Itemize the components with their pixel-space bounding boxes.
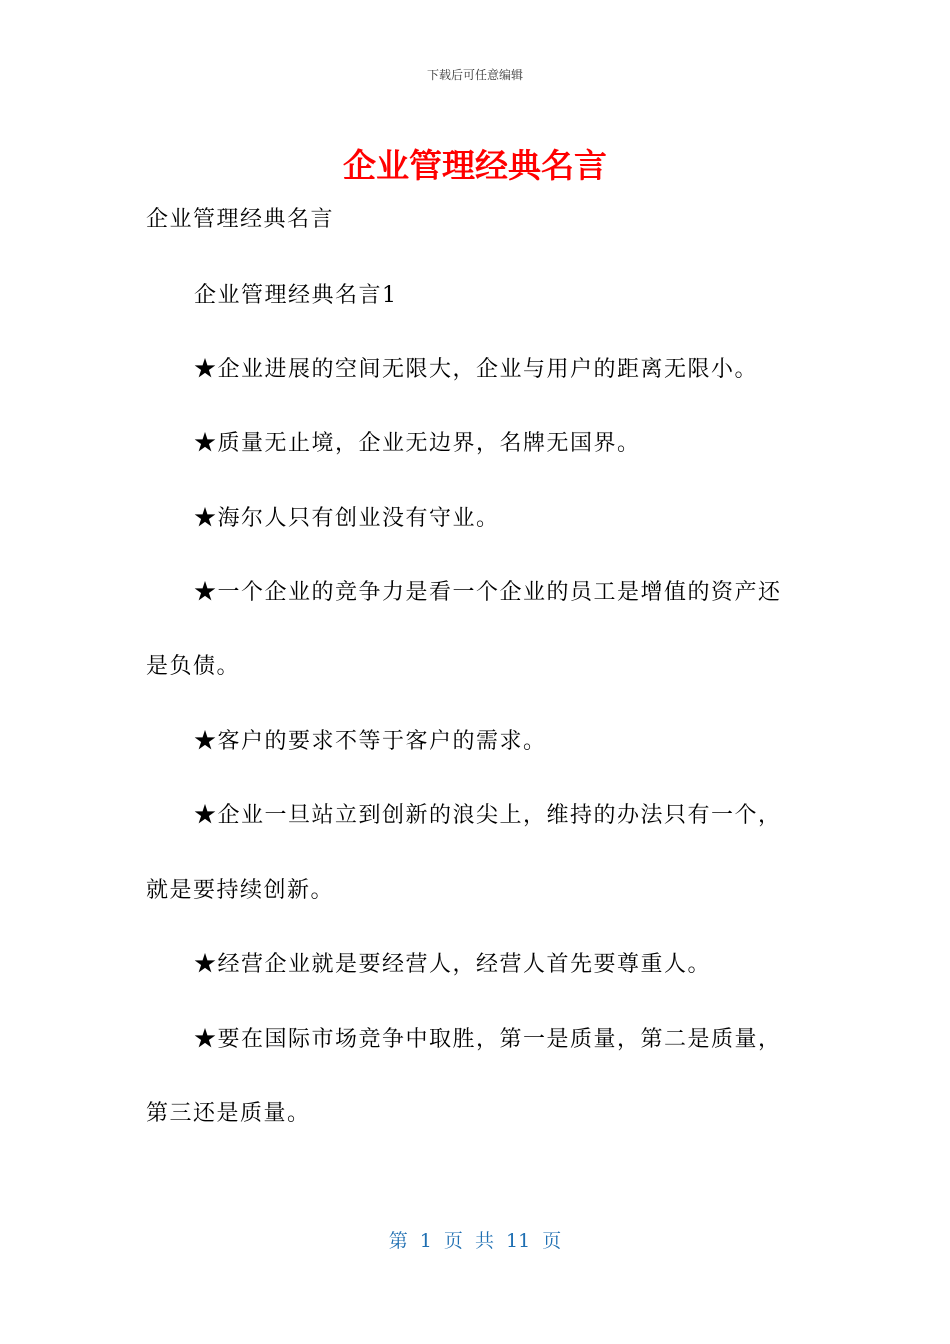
quote-line: ★海尔人只有创业没有守业。 bbox=[194, 506, 500, 531]
quote-line: ★企业进展的空间无限大，企业与用户的距离无限小。 bbox=[194, 357, 759, 382]
quote-line-continued: 就是要持续创新。 bbox=[146, 878, 335, 903]
header-note: 下载后可任意编辑 bbox=[426, 68, 523, 82]
quote-line: ★企业一旦站立到创新的浪尖上，维持的办法只有一个， bbox=[194, 803, 782, 828]
doc-heading-line: 企业管理经典名言 bbox=[146, 207, 335, 232]
quote-line-continued: 第三还是质量。 bbox=[146, 1101, 311, 1126]
page-footer: 第 1 页 共 11 页 bbox=[388, 1230, 562, 1252]
quote-line: ★一个企业的竞争力是看一个企业的员工是增值的资产还 bbox=[194, 580, 782, 605]
quote-line: ★经营企业就是要经营人，经营人首先要尊重人。 bbox=[194, 952, 712, 977]
document-title: 企业管理经典名言 bbox=[343, 146, 607, 185]
quote-line-continued: 是负债。 bbox=[146, 654, 241, 679]
section-heading: 企业管理经典名言1 bbox=[194, 283, 398, 308]
quote-line: ★要在国际市场竞争中取胜，第一是质量，第二是质量， bbox=[194, 1027, 782, 1052]
quote-line: ★质量无止境，企业无边界，名牌无国界。 bbox=[194, 431, 641, 456]
quote-line: ★客户的要求不等于客户的需求。 bbox=[194, 729, 547, 754]
